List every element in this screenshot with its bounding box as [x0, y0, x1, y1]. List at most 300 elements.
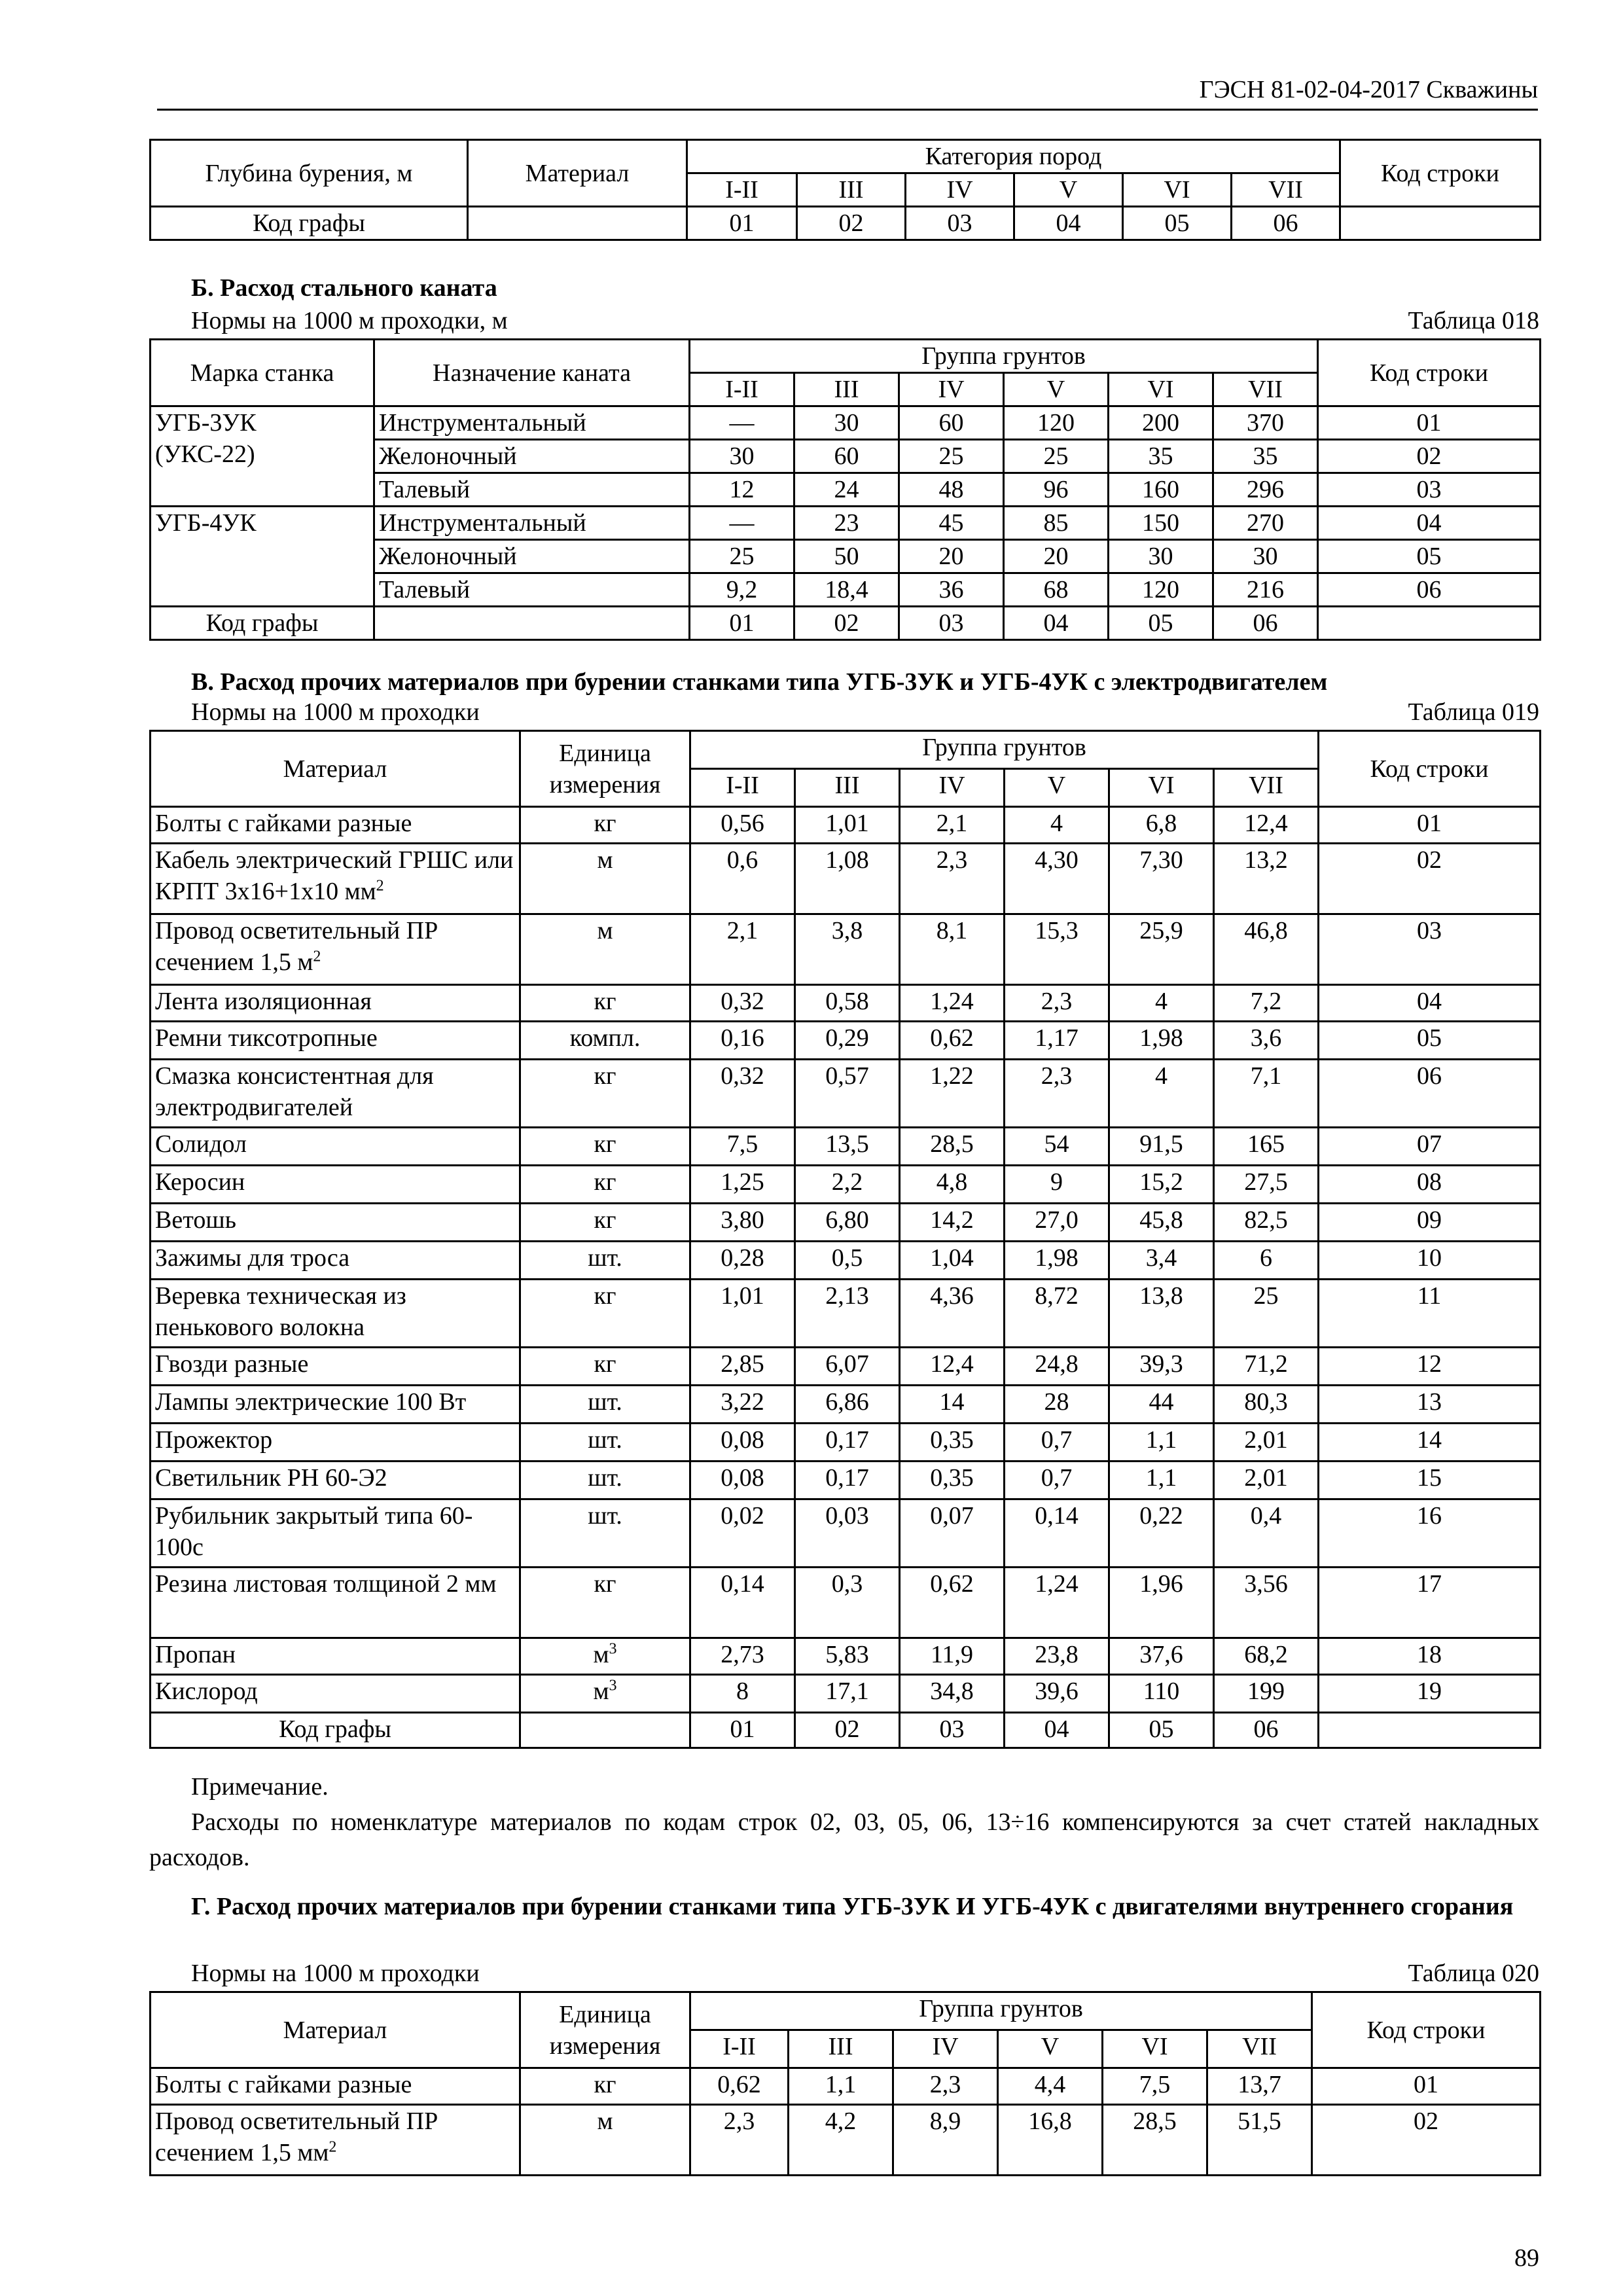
value-cell: 199 — [1214, 1675, 1319, 1713]
value-cell: 3,80 — [690, 1204, 795, 1242]
value-cell: 3,6 — [1214, 1022, 1319, 1060]
section-v-table-number: Таблица 019 — [1408, 698, 1539, 726]
value-cell: 16,8 — [998, 2105, 1103, 2176]
material-name: Кабель электрический ГРШС или КРПТ 3х16+1х10 $мм^2$ — [151, 844, 520, 914]
value-cell: 2,3 — [893, 2068, 998, 2105]
material-name: Резина листовая толщиной 2 мм — [151, 1568, 520, 1638]
value-cell: 216 — [1213, 573, 1318, 607]
table-row — [151, 1280, 1541, 1348]
value-cell: 0,02 — [690, 1499, 795, 1568]
row-code: 11 — [1319, 1280, 1541, 1348]
table-row — [151, 1128, 1541, 1166]
superscript: 3 — [609, 1640, 617, 1658]
material-name: Зажимы для троса — [151, 1242, 520, 1280]
value-cell: 0,56 — [690, 807, 795, 844]
unit: кг — [520, 1348, 690, 1386]
col-code-header: Код строки — [1319, 731, 1541, 807]
row-code: 13 — [1319, 1386, 1541, 1424]
value-cell: 1,01 — [795, 807, 900, 844]
value-cell: 96 — [1004, 473, 1109, 507]
value-cell: 50 — [794, 540, 899, 573]
table-row — [151, 914, 1541, 985]
value-cell: 2,1 — [690, 914, 795, 985]
table-row — [151, 1348, 1541, 1386]
value-cell: 0,4 — [1214, 1499, 1319, 1568]
value-cell: 6,8 — [1109, 807, 1214, 844]
value-cell: 45,8 — [1109, 1204, 1214, 1242]
row-code: 02 — [1318, 440, 1541, 473]
value-cell: 46,8 — [1214, 914, 1319, 985]
table-row — [151, 2105, 1541, 2176]
table-019 — [149, 730, 1541, 1749]
material-name: Прожектор — [151, 1424, 520, 1462]
table-row — [151, 1424, 1541, 1462]
value-cell: 15,2 — [1109, 1166, 1214, 1204]
value-cell: 36 — [899, 573, 1004, 607]
row-code: 07 — [1319, 1128, 1541, 1166]
value-cell: 9,2 — [690, 573, 794, 607]
group-label: III — [795, 769, 900, 807]
code-cell: 04 — [1005, 1713, 1109, 1748]
group-label: I-II — [690, 2030, 789, 2068]
row-code: 01 — [1319, 807, 1541, 844]
category-label: VII — [1232, 173, 1340, 207]
value-cell: 20 — [899, 540, 1004, 573]
value-cell: 39,3 — [1109, 1348, 1214, 1386]
table-row — [151, 807, 1541, 844]
superscript: 3 — [609, 1677, 617, 1695]
value-cell: 0,62 — [690, 2068, 789, 2105]
row-code: 15 — [1319, 1462, 1541, 1499]
value-cell: 28 — [1005, 1386, 1109, 1424]
section-b-norms: Нормы на 1000 м проходки, м — [191, 307, 508, 334]
row-code: 12 — [1319, 1348, 1541, 1386]
running-header: ГЭСН 81-02-04-2017 Скважины — [157, 73, 1538, 111]
superscript: 2 — [376, 877, 384, 895]
value-cell: 1,96 — [1109, 1568, 1214, 1638]
code-cell: 06 — [1213, 607, 1318, 640]
value-cell: 0,35 — [900, 1424, 1005, 1462]
value-cell: 25 — [1004, 440, 1109, 473]
group-label: V — [998, 2030, 1103, 2068]
note-text: Расходы по номенклатуре материалов по кодам строк 02, 03, 05, 06, 13÷16 компенсируются за счет статей накладных расходов. — [149, 1808, 1539, 1871]
unit: компл. — [520, 1022, 690, 1060]
table-row — [151, 1022, 1541, 1060]
col-material-header: Материал — [151, 731, 520, 807]
row-code: 05 — [1318, 540, 1541, 573]
machine-brand-label: УГБ-3УК (УКС-22) — [155, 409, 257, 468]
section-g-norms: Нормы на 1000 м проходки — [191, 1960, 480, 1987]
value-cell: 35 — [1213, 440, 1318, 473]
value-cell: 14 — [900, 1386, 1005, 1424]
material-name: Смазка консистентная для электродвигателей — [151, 1060, 520, 1128]
value-cell: 0,62 — [900, 1568, 1005, 1638]
code-cell: 06 — [1214, 1713, 1319, 1748]
value-cell: 28,5 — [900, 1128, 1005, 1166]
value-cell: 39,6 — [1005, 1675, 1109, 1713]
value-cell: 6 — [1214, 1242, 1319, 1280]
code-cell: 04 — [1004, 607, 1109, 640]
table-row — [151, 507, 1541, 540]
group-label: I-II — [690, 373, 794, 406]
value-cell: 1,24 — [1005, 1568, 1109, 1638]
value-cell: 82,5 — [1214, 1204, 1319, 1242]
value-cell: 200 — [1109, 406, 1213, 440]
value-cell: 27,5 — [1214, 1166, 1319, 1204]
row-code: 01 — [1312, 2068, 1541, 2105]
row-code: 02 — [1312, 2105, 1541, 2176]
value-cell: 0,22 — [1109, 1499, 1214, 1568]
value-cell: 23,8 — [1005, 1638, 1109, 1675]
value-cell: 8,9 — [893, 2105, 998, 2176]
row-code: 04 — [1319, 985, 1541, 1022]
value-cell: 120 — [1109, 573, 1213, 607]
col-material-header: Материал — [151, 1992, 520, 2068]
material-name: Провод осветительный ПР сечением 1,5 $м^2$ — [151, 914, 520, 985]
value-cell: 13,7 — [1207, 2068, 1312, 2105]
code-row-label: Код графы — [151, 1713, 520, 1748]
value-cell: 160 — [1109, 473, 1213, 507]
value-cell: 68,2 — [1214, 1638, 1319, 1675]
material-name: Лента изоляционная — [151, 985, 520, 1022]
value-cell: 1,08 — [795, 844, 900, 914]
value-cell: 0,6 — [690, 844, 795, 914]
value-cell: 1,1 — [789, 2068, 893, 2105]
value-cell: 4,8 — [900, 1166, 1005, 1204]
value-cell: 4,4 — [998, 2068, 1103, 2105]
value-cell: 0,16 — [690, 1022, 795, 1060]
value-cell: 3,56 — [1214, 1568, 1319, 1638]
value-cell: 0,3 — [795, 1568, 900, 1638]
value-cell: 7,5 — [690, 1128, 795, 1166]
unit: кг — [520, 1204, 690, 1242]
value-cell: 165 — [1214, 1128, 1319, 1166]
material-name: Гвозди разные — [151, 1348, 520, 1386]
unit: $м^3$ — [520, 1675, 690, 1713]
code-cell: 05 — [1109, 607, 1213, 640]
machine-brand — [151, 507, 374, 607]
value-cell: 18,4 — [794, 573, 899, 607]
row-code: 04 — [1318, 507, 1541, 540]
table-row — [151, 1638, 1541, 1675]
value-cell: 3,8 — [795, 914, 900, 985]
unit: кг — [520, 1128, 690, 1166]
rope-purpose: Желоночный — [374, 540, 690, 573]
rope-purpose: Желоночный — [374, 440, 690, 473]
code-row-label: Код графы — [151, 607, 374, 640]
section-g-table-number: Таблица 020 — [1408, 1960, 1539, 1987]
value-cell: 8 — [690, 1675, 795, 1713]
value-cell: 12 — [690, 473, 794, 507]
section-g-title: Г. Расход прочих материалов при бурении станками типа УГБ-3УК И УГБ-4УК с двигателями внутреннего сгорания — [191, 1893, 1514, 1920]
value-cell: 0,7 — [1005, 1462, 1109, 1499]
value-cell: 0,58 — [795, 985, 900, 1022]
material-name: Кислород — [151, 1675, 520, 1713]
row-code: 01 — [1318, 406, 1541, 440]
code-cell: 01 — [690, 607, 794, 640]
value-cell: 0,62 — [900, 1022, 1005, 1060]
value-cell: 1,98 — [1109, 1022, 1214, 1060]
material-name: Рубильник закрытый типа 60-100с — [151, 1499, 520, 1568]
category-label: IV — [906, 173, 1014, 207]
superscript: 2 — [329, 2138, 337, 2156]
value-cell: 4,30 — [1005, 844, 1109, 914]
row-code: 08 — [1319, 1166, 1541, 1204]
material-name: Светильник РН 60-Э2 — [151, 1462, 520, 1499]
superscript: 2 — [313, 948, 321, 965]
unit: шт. — [520, 1499, 690, 1568]
unit: м — [520, 914, 690, 985]
row-code: 17 — [1319, 1568, 1541, 1638]
section-b-table-number: Таблица 018 — [1408, 307, 1539, 334]
table-row — [151, 985, 1541, 1022]
value-cell: 17,1 — [795, 1675, 900, 1713]
table-row — [151, 1568, 1541, 1638]
value-cell: 8,72 — [1005, 1280, 1109, 1348]
group-label: V — [1004, 373, 1109, 406]
table-row — [151, 844, 1541, 914]
value-cell: 7,30 — [1109, 844, 1214, 914]
row-code: 03 — [1319, 914, 1541, 985]
value-cell: 110 — [1109, 1675, 1214, 1713]
category-label: I-II — [687, 173, 797, 207]
value-cell: 13,5 — [795, 1128, 900, 1166]
value-cell: 12,4 — [1214, 807, 1319, 844]
rope-purpose: Инструментальный — [374, 406, 690, 440]
group-label: VI — [1103, 2030, 1207, 2068]
code-cell: 03 — [899, 607, 1004, 640]
value-cell: 2,73 — [690, 1638, 795, 1675]
unit: м — [520, 844, 690, 914]
table-row — [151, 1166, 1541, 1204]
value-cell: 2,1 — [900, 807, 1005, 844]
group-label: VI — [1109, 373, 1213, 406]
material-name: Веревка техническая из пенькового волокна — [151, 1280, 520, 1348]
rope-purpose: Талевый — [374, 473, 690, 507]
unit: шт. — [520, 1424, 690, 1462]
col-group-header: Группа грунтов — [690, 731, 1319, 769]
value-cell: 25 — [1214, 1280, 1319, 1348]
value-cell: 35 — [1109, 440, 1213, 473]
value-cell: 2,3 — [690, 2105, 789, 2176]
value-cell: 0,03 — [795, 1499, 900, 1568]
value-cell: 85 — [1004, 507, 1109, 540]
value-cell: 2,01 — [1214, 1462, 1319, 1499]
unit: кг — [520, 1166, 690, 1204]
unit: м — [520, 2105, 690, 2176]
category-label: V — [1014, 173, 1123, 207]
unit: кг — [520, 1568, 690, 1638]
page-number: 89 — [1514, 2244, 1539, 2272]
value-cell: 1,01 — [690, 1280, 795, 1348]
table-row — [151, 2068, 1541, 2105]
group-label: IV — [893, 2030, 998, 2068]
value-cell: 0,07 — [900, 1499, 1005, 1568]
table-row — [151, 1060, 1541, 1128]
value-cell: 1,04 — [900, 1242, 1005, 1280]
category-label: VI — [1123, 173, 1232, 207]
value-cell: 0,08 — [690, 1424, 795, 1462]
col-group-header: Группа грунтов — [690, 340, 1318, 373]
code-cell: 06 — [1232, 207, 1340, 240]
code-cell: 05 — [1123, 207, 1232, 240]
col-unit-header: Единица измерения — [520, 1992, 690, 2068]
code-cell: 01 — [687, 207, 797, 240]
col-brand-header: Марка станка — [151, 340, 374, 406]
value-cell: 34,8 — [900, 1675, 1005, 1713]
value-cell: 7,2 — [1214, 985, 1319, 1022]
value-cell: 0,29 — [795, 1022, 900, 1060]
value-cell: 91,5 — [1109, 1128, 1214, 1166]
value-cell: 1,1 — [1109, 1462, 1214, 1499]
value-cell: 4 — [1005, 807, 1109, 844]
value-cell: 2,01 — [1214, 1424, 1319, 1462]
value-cell: 54 — [1005, 1128, 1109, 1166]
code-cell: 02 — [795, 1713, 900, 1748]
rope-purpose: Инструментальный — [374, 507, 690, 540]
value-cell: 0,28 — [690, 1242, 795, 1280]
table-row — [151, 1462, 1541, 1499]
col-purpose-header: Назначение каната — [374, 340, 690, 406]
value-cell: 5,83 — [795, 1638, 900, 1675]
value-cell: 3,22 — [690, 1386, 795, 1424]
value-cell: 0,5 — [795, 1242, 900, 1280]
value-cell: 0,7 — [1005, 1424, 1109, 1462]
value-cell: 7,1 — [1214, 1060, 1319, 1128]
material-name: Лампы электрические 100 Вт — [151, 1386, 520, 1424]
value-cell: 68 — [1004, 573, 1109, 607]
group-label: IV — [900, 769, 1005, 807]
group-label: III — [789, 2030, 893, 2068]
value-cell: 45 — [899, 507, 1004, 540]
value-cell: 37,6 — [1109, 1638, 1214, 1675]
group-label: IV — [899, 373, 1004, 406]
value-cell: 11,9 — [900, 1638, 1005, 1675]
unit: кг — [520, 1280, 690, 1348]
value-cell: 2,3 — [1005, 1060, 1109, 1128]
row-code: 02 — [1319, 844, 1541, 914]
value-cell: 30 — [1213, 540, 1318, 573]
col-category-header: Категория пород — [687, 140, 1340, 173]
value-cell: 60 — [794, 440, 899, 473]
value-cell: 14,2 — [900, 1204, 1005, 1242]
row-code: 10 — [1319, 1242, 1541, 1280]
value-cell: 2,3 — [1005, 985, 1109, 1022]
material-name: Болты с гайками разные — [151, 807, 520, 844]
material-name: Солидол — [151, 1128, 520, 1166]
row-code: 18 — [1319, 1638, 1541, 1675]
unit: кг — [520, 807, 690, 844]
value-cell: — — [690, 406, 794, 440]
unit: кг — [520, 1060, 690, 1128]
value-cell: 27,0 — [1005, 1204, 1109, 1242]
table-row — [151, 1242, 1541, 1280]
col-group-header: Группа грунтов — [690, 1992, 1312, 2030]
row-code: 05 — [1319, 1022, 1541, 1060]
value-cell: 60 — [899, 406, 1004, 440]
value-cell: 0,32 — [690, 985, 795, 1022]
unit: шт. — [520, 1242, 690, 1280]
group-label: VI — [1109, 769, 1214, 807]
group-label: I-II — [690, 769, 795, 807]
value-cell: 13,2 — [1214, 844, 1319, 914]
value-cell: 0,17 — [795, 1424, 900, 1462]
value-cell: 13,8 — [1109, 1280, 1214, 1348]
value-cell: 2,13 — [795, 1280, 900, 1348]
value-cell: 8,1 — [900, 914, 1005, 985]
unit: $м^3$ — [520, 1638, 690, 1675]
value-cell: 1,17 — [1005, 1022, 1109, 1060]
code-cell: 05 — [1109, 1713, 1214, 1748]
table-row — [151, 1204, 1541, 1242]
material-name: Керосин — [151, 1166, 520, 1204]
value-cell: 0,14 — [690, 1568, 795, 1638]
value-cell: 9 — [1005, 1166, 1109, 1204]
code-cell: 02 — [797, 207, 906, 240]
value-cell: 80,3 — [1214, 1386, 1319, 1424]
value-cell: 25 — [899, 440, 1004, 473]
col-code-header: Код строки — [1318, 340, 1541, 406]
col-code-header: Код строки — [1340, 140, 1541, 207]
group-label: III — [794, 373, 899, 406]
value-cell: 1,24 — [900, 985, 1005, 1022]
code-cell: 04 — [1014, 207, 1123, 240]
value-cell: 30 — [794, 406, 899, 440]
table-row — [151, 1386, 1541, 1424]
value-cell: — — [690, 507, 794, 540]
group-label: VII — [1214, 769, 1319, 807]
table-row — [151, 1499, 1541, 1568]
table-018 — [149, 338, 1541, 641]
row-code: 06 — [1319, 1060, 1541, 1128]
col-code-header: Код строки — [1312, 1992, 1541, 2068]
material-name: Болты с гайками разные — [151, 2068, 520, 2105]
table-row — [151, 406, 1541, 440]
value-cell: 270 — [1213, 507, 1318, 540]
top-table — [149, 139, 1541, 241]
unit: шт. — [520, 1462, 690, 1499]
value-cell: 6,86 — [795, 1386, 900, 1424]
value-cell: 4,2 — [789, 2105, 893, 2176]
value-cell: 120 — [1004, 406, 1109, 440]
group-label: VII — [1207, 2030, 1312, 2068]
machine-brand — [151, 406, 374, 507]
value-cell: 24,8 — [1005, 1348, 1109, 1386]
value-cell: 0,08 — [690, 1462, 795, 1499]
value-cell: 23 — [794, 507, 899, 540]
row-code: 16 — [1319, 1499, 1541, 1568]
value-cell: 150 — [1109, 507, 1213, 540]
value-cell: 0,14 — [1005, 1499, 1109, 1568]
value-cell: 370 — [1213, 406, 1318, 440]
material-name: Ремни тиксотропные — [151, 1022, 520, 1060]
row-code: 09 — [1319, 1204, 1541, 1242]
value-cell: 7,5 — [1103, 2068, 1207, 2105]
value-cell: 6,80 — [795, 1204, 900, 1242]
value-cell: 25 — [690, 540, 794, 573]
material-name: Пропан — [151, 1638, 520, 1675]
value-cell: 2,85 — [690, 1348, 795, 1386]
value-cell: 2,3 — [900, 844, 1005, 914]
value-cell: 0,35 — [900, 1462, 1005, 1499]
unit: кг — [520, 985, 690, 1022]
value-cell: 48 — [899, 473, 1004, 507]
row-code: 19 — [1319, 1675, 1541, 1713]
code-cell: 03 — [900, 1713, 1005, 1748]
value-cell: 28,5 — [1103, 2105, 1207, 2176]
value-cell: 15,3 — [1005, 914, 1109, 985]
material-name: Провод осветительный ПР сечением 1,5 $мм^2$ — [151, 2105, 520, 2176]
